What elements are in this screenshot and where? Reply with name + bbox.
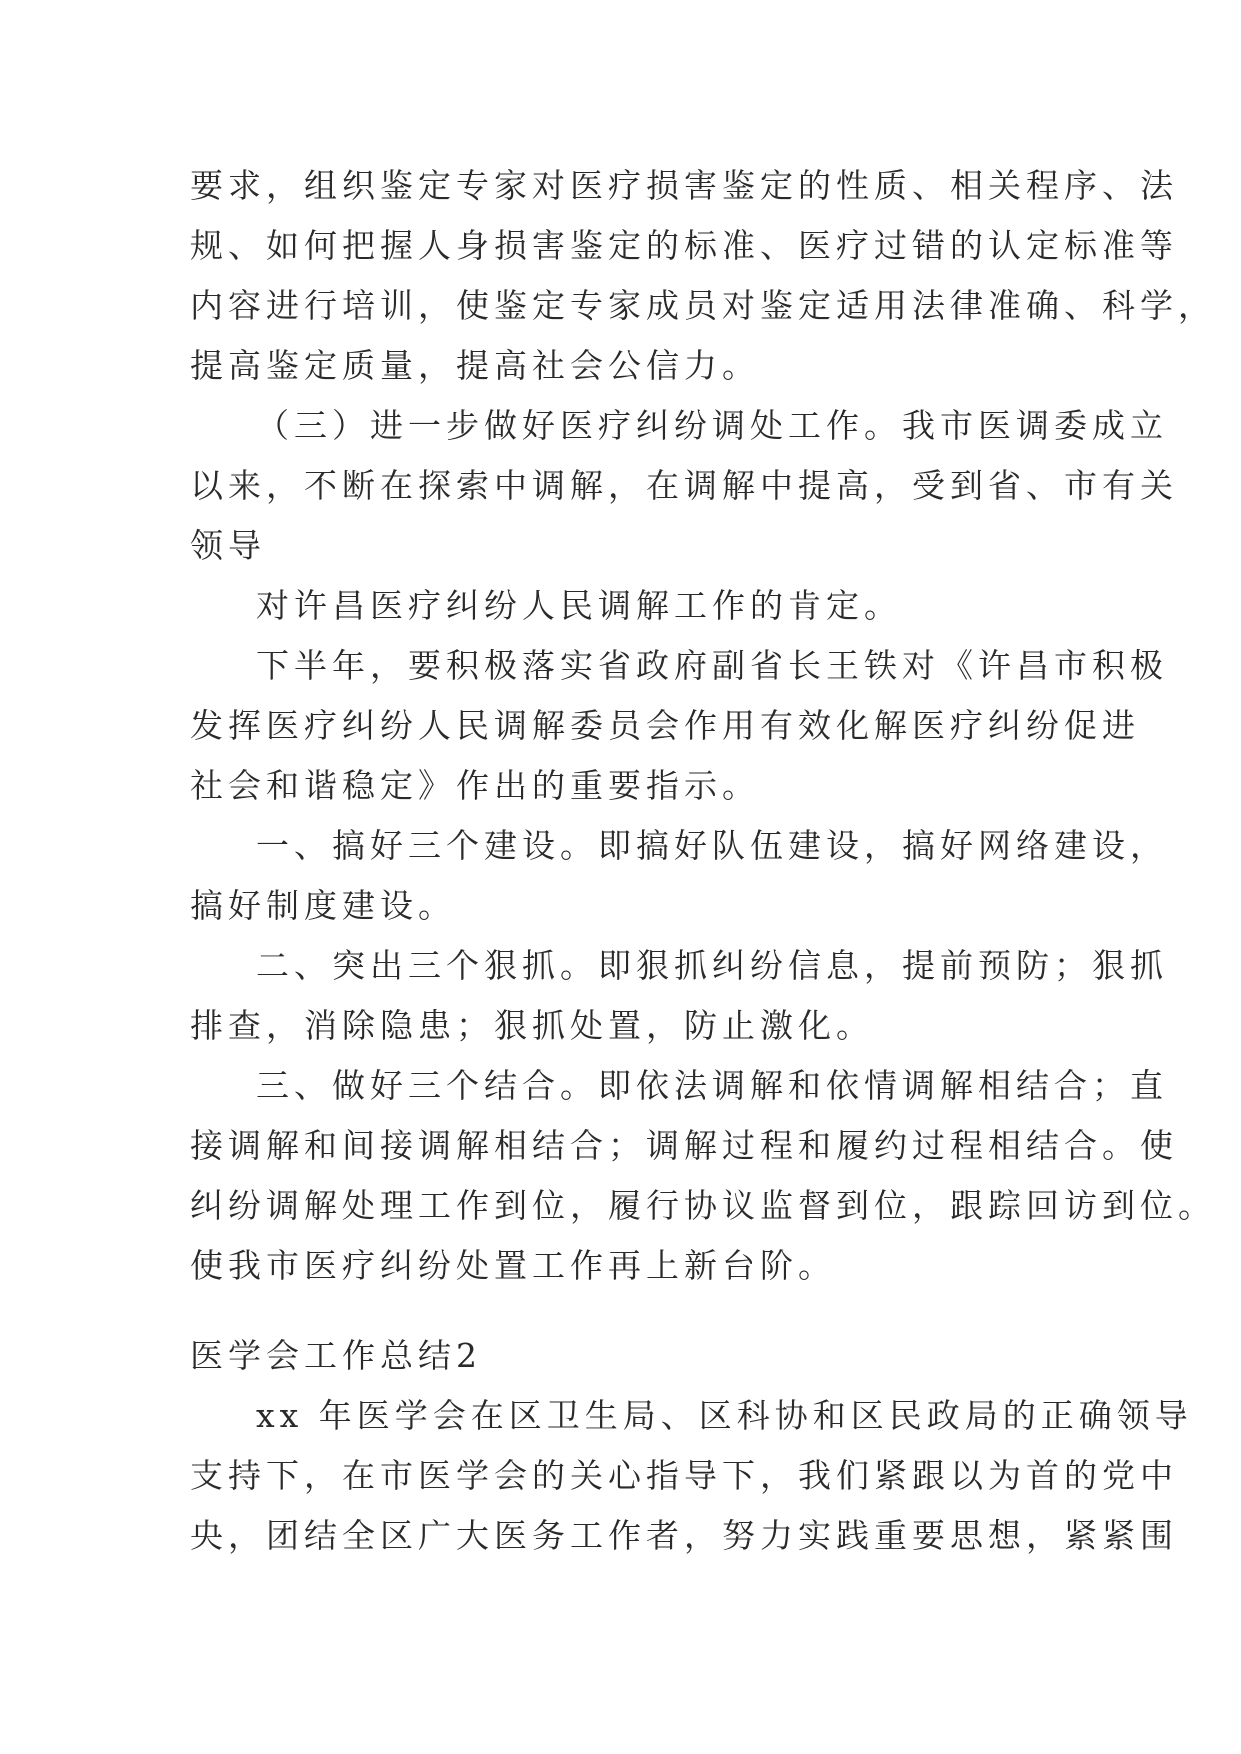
paragraph-line: 要求，组织鉴定专家对医疗损害鉴定的性质、相关程序、法 <box>190 166 1178 205</box>
paragraph-line: 三、做好三个结合。即依法调解和依情调解相结合；直 <box>256 1066 1168 1105</box>
paragraph-line: 一、搞好三个建设。即搞好队伍建设，搞好网络建设， <box>256 826 1168 865</box>
paragraph-line: 使我市医疗纠纷处置工作再上新台阶。 <box>190 1246 836 1285</box>
paragraph-line: 以来，不断在探索中调解，在调解中提高，受到省、市有关 <box>190 466 1178 505</box>
paragraph-line: 下半年，要积极落实省政府副省长王铁对《许昌市积极 <box>256 646 1168 685</box>
paragraph-line: 接调解和间接调解相结合；调解过程和履约过程相结合。使 <box>190 1126 1178 1165</box>
section-heading: 医学会工作总结2 <box>190 1336 482 1375</box>
paragraph-line: 领导 <box>190 526 266 565</box>
paragraph-line: 央，团结全区广大医务工作者，努力实践重要思想，紧紧围 <box>190 1516 1178 1555</box>
paragraph-line: 内容进行培训，使鉴定专家成员对鉴定适用法律准确、科学， <box>190 286 1216 325</box>
paragraph-line: xx 年医学会在区卫生局、区科协和区民政局的正确领导 <box>256 1396 1193 1435</box>
paragraph-line: 对许昌医疗纠纷人民调解工作的肯定。 <box>256 586 902 625</box>
paragraph-line: 排查，消除隐患；狠抓处置，防止激化。 <box>190 1006 874 1045</box>
paragraph-line: 支持下，在市医学会的关心指导下，我们紧跟以为首的党中 <box>190 1456 1178 1495</box>
paragraph-line: 社会和谐稳定》作出的重要指示。 <box>190 766 760 805</box>
paragraph-line: 纠纷调解处理工作到位，履行协议监督到位，跟踪回访到位。 <box>190 1186 1216 1225</box>
paragraph-line: 发挥医疗纠纷人民调解委员会作用有效化解医疗纠纷促进 <box>190 706 1140 745</box>
paragraph-line: 提高鉴定质量，提高社会公信力。 <box>190 346 760 385</box>
paragraph-line: （三）进一步做好医疗纠纷调处工作。我市医调委成立 <box>256 406 1168 445</box>
paragraph-line: 规、如何把握人身损害鉴定的标准、医疗过错的认定标准等 <box>190 226 1178 265</box>
paragraph-line: 二、突出三个狠抓。即狠抓纠纷信息，提前预防；狠抓 <box>256 946 1168 985</box>
paragraph-line: 搞好制度建设。 <box>190 886 456 925</box>
